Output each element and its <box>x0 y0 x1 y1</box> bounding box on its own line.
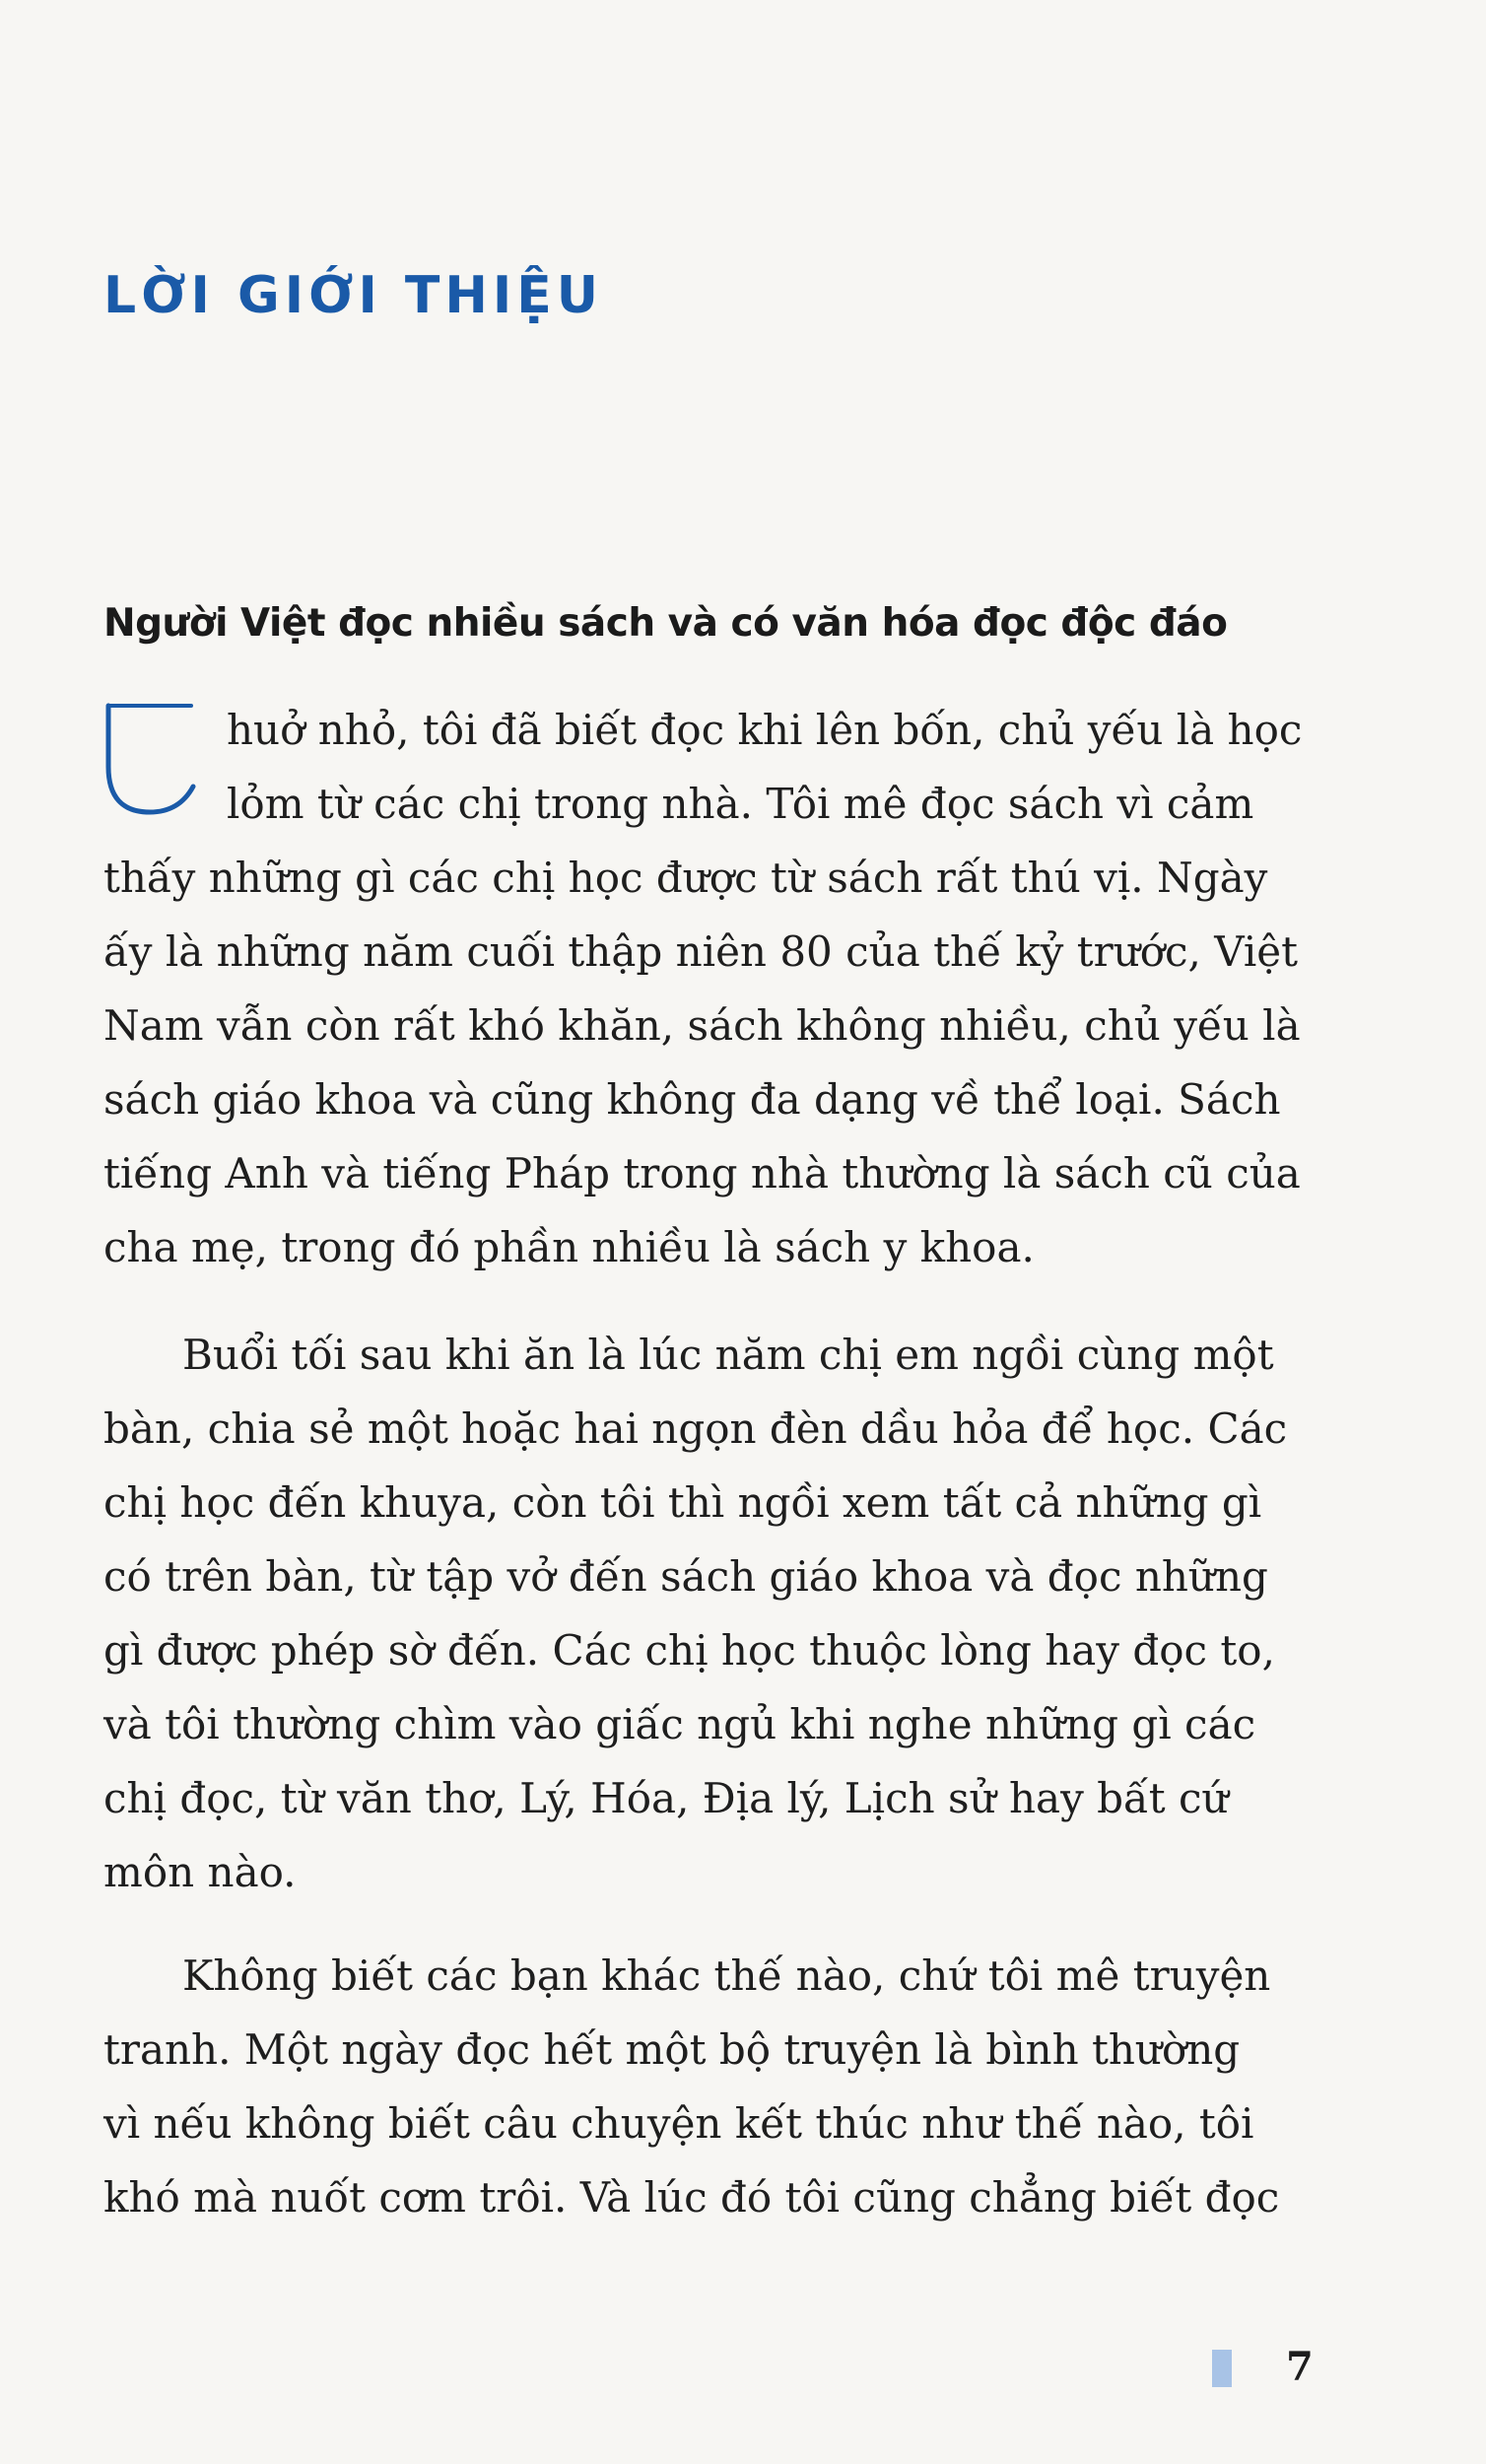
page-number-marker <box>1212 2350 1232 2387</box>
paragraph-line: tiếng Anh và tiếng Pháp trong nhà thường là sách cũ của <box>103 1149 1301 1198</box>
paragraph-2 <box>103 1318 1317 1909</box>
paragraph-line: thấy những gì các chị học được từ sách rất thú vị. Ngày <box>103 854 1268 902</box>
page-number: 7 <box>1286 2344 1314 2390</box>
section-heading: Người Việt đọc nhiều sách và có văn hóa đọc độc đáo <box>103 601 1228 646</box>
paragraph-line: chị học đến khuya, còn tôi thì ngồi xem tất cả những gì <box>103 1478 1262 1527</box>
paragraph-3 <box>103 1939 1317 2234</box>
paragraph-line: Buổi tối sau khi ăn là lúc năm chị em ngồi cùng một <box>182 1331 1274 1379</box>
paragraph-line: môn nào. <box>103 1848 297 1896</box>
chapter-title: LỜI GIỚI THIỆU <box>103 266 603 325</box>
paragraph-line: lỏm từ các chị trong nhà. Tôi mê đọc sách vì cảm <box>227 780 1254 828</box>
paragraph-line: và tôi thường chìm vào giấc ngủ khi nghe những gì các <box>103 1700 1256 1748</box>
paragraph-line: ấy là những năm cuối thập niên 80 của thế kỷ trước, Việt <box>103 927 1299 976</box>
paragraph-line: vì nếu không biết câu chuyện kết thúc như thế nào, tôi <box>103 2099 1254 2148</box>
paragraph-line: cha mẹ, trong đó phần nhiều là sách y khoa. <box>103 1223 1035 1271</box>
paragraph-line: bàn, chia sẻ một hoặc hai ngọn đèn dầu hỏa để học. Các <box>103 1404 1288 1453</box>
paragraph-1 <box>103 693 1317 1284</box>
paragraph-line: có trên bàn, từ tập vở đến sách giáo khoa và đọc những <box>103 1552 1268 1601</box>
paragraph-line: Nam vẫn còn rất khó khăn, sách không nhiều, chủ yếu là <box>103 1001 1301 1050</box>
paragraph-line: huở nhỏ, tôi đã biết đọc khi lên bốn, chủ yếu là học <box>227 706 1303 754</box>
paragraph-line: sách giáo khoa và cũng không đa dạng về thể loại. Sách <box>103 1075 1281 1124</box>
paragraph-line: chị đọc, từ văn thơ, Lý, Hóa, Địa lý, Lịch sử hay bất cứ <box>103 1774 1229 1822</box>
paragraph-line: gì được phép sờ đến. Các chị học thuộc lòng hay đọc to, <box>103 1626 1275 1675</box>
paragraph-line: khó mà nuốt cơm trôi. Và lúc đó tôi cũng chẳng biết đọc <box>103 2173 1280 2222</box>
paragraph-line: tranh. Một ngày đọc hết một bộ truyện là bình thường <box>103 2025 1241 2074</box>
paragraph-line: Không biết các bạn khác thế nào, chứ tôi mê truyện <box>182 1951 1271 2000</box>
